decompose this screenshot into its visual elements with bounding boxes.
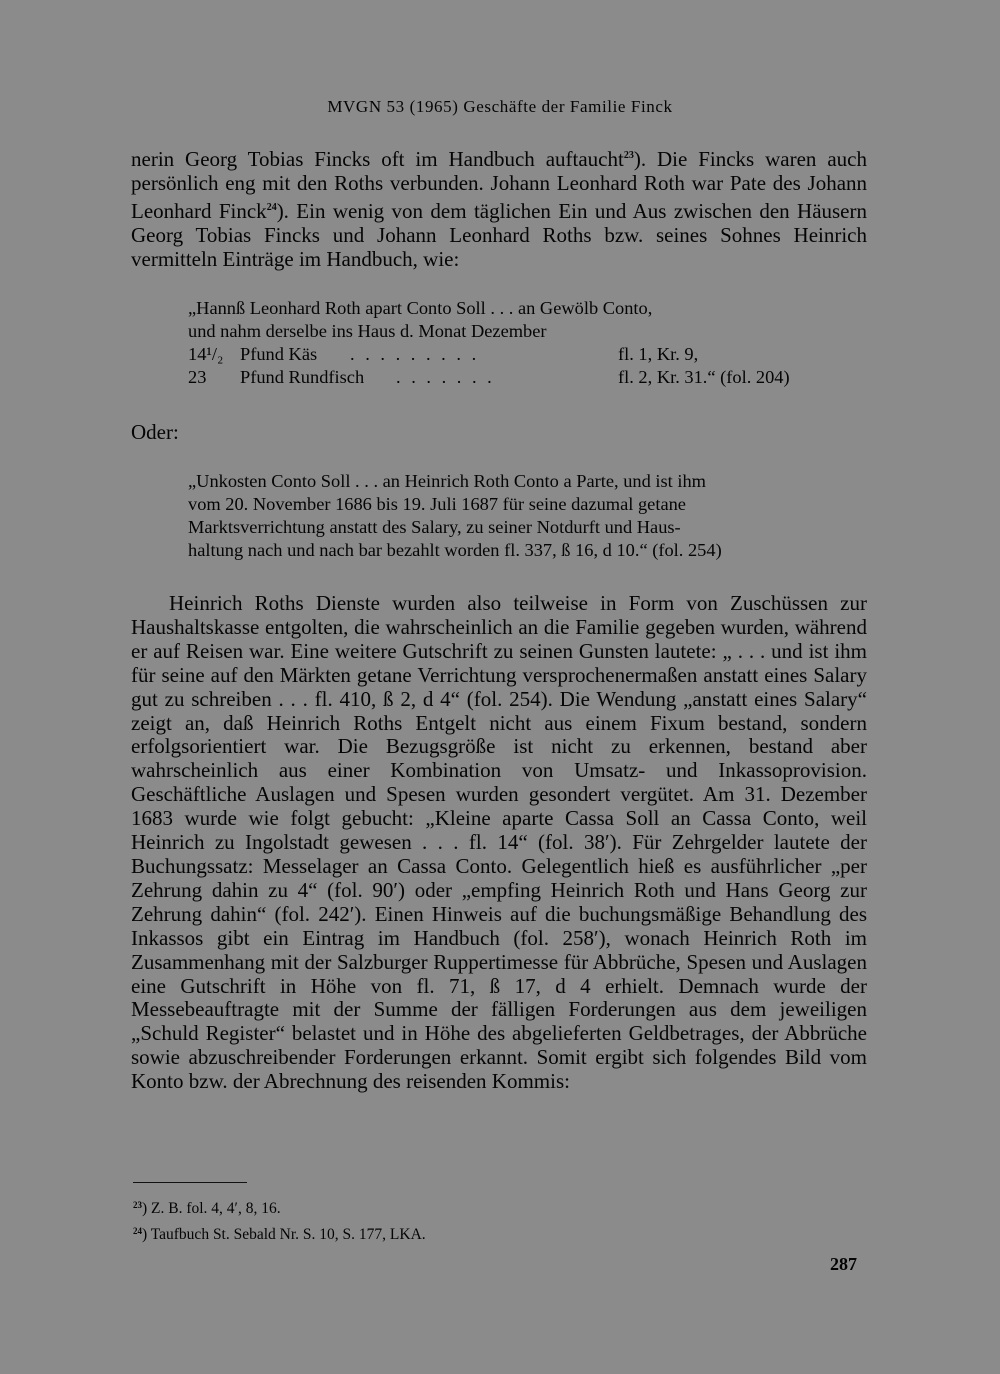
intro-paragraph <box>131 144 867 272</box>
footnote-ref-24: 24 <box>266 201 277 213</box>
footnote-divider <box>133 1182 247 1183</box>
footnotes <box>133 1194 426 1246</box>
text-line: Pate des Johann Leonhard Finck <box>131 170 868 223</box>
quote-line: haltung nach und nach bar bezahlt worden fl. 337, ß 16, d 10.“ (fol. 254) <box>188 540 722 560</box>
ledger-item: Pfund Rundfisch <box>240 367 365 387</box>
text-line: ). Ein wenig von dem täglichen Ein und Aus <box>276 198 667 223</box>
text-line: zwischen den Häusern Georg Tobias Fincks und Johann Leonhard Roths bzw. <box>131 198 868 247</box>
text-line: auch persönlich eng mit den Roths verbunden. Johann Leonhard Roth war <box>131 147 867 195</box>
footnote-text: ) Z. B. fol. 4, 4′, 8, 16. <box>142 1200 281 1217</box>
oder-label: Oder: <box>131 420 179 444</box>
footnote-mark: 23 <box>133 1200 142 1210</box>
ledger-row <box>188 343 864 366</box>
text-line: nerin Georg Tobias Fincks oft im Handbuch auftaucht <box>131 147 624 171</box>
ledger-leader-dots: . . . . . . . <box>396 367 495 387</box>
quote-line: und nahm derselbe ins Haus d. Monat Dezember <box>188 321 547 341</box>
ledger-item: Pfund Käs <box>240 344 318 364</box>
ledger-amount: fl. 2, Kr. 31.“ (fol. 204) <box>618 367 790 387</box>
ledger-leader-dots: . . . . . . . . . <box>350 344 480 364</box>
running-header: MVGN 53 (1965) Geschäfte der Familie Finck <box>327 97 673 116</box>
footnote-23 <box>133 1194 426 1220</box>
text-line: ). Die Fincks waren <box>633 147 817 171</box>
ledger-quantity: 23 <box>188 367 207 387</box>
quote-line: vom 20. November 1686 bis 19. Juli 1687 für seine dazumal getane <box>188 494 686 514</box>
ledger-row <box>188 366 864 389</box>
paragraph-text: Heinrich Roths Dienste wurden also teilweise in Form von Zuschüssen zur Haushaltskasse entgolten, die wahrscheinlich an die Familie gegeben wurden, während er auf Reisen war. Eine weitere Gutschrift zu seinen Gunsten lautete: „ . . . und ist ihm für seine auf den Märkten getane Verrichtung versprochenermaßen anstatt eines Salary gut zu schreiben . . . fl. 410, ß 2, d 4“ (fol. 254). Die Wendung „anstatt eines Salary“ zeigt an, daß Heinrich Roths Entgelt nicht aus einem Fixum bestand, sondern erfolgsorientiert war. Die Bezugsgröße ist nicht zu erkennen, bestand aber wahrscheinlich aus einer Kombination von Umsatz- und Inkassoprovision. Geschäftliche Auslagen und Spesen wurden gesondert vergütet. Am 31. Dezember 1683 wurde wie folgt gebucht: „Kleine aparte Cassa Soll an Cassa Conto, weil Heinrich zu Ingolstadt gewesen . . . fl. 14“ (fol. 38′). Für Zehrgelder lautete der Buchungssatz: Messelager an Cassa Conto. Gelegentlich hieß es ausführlicher „per Zehrung dahin zu 4“ (fol. 90′) oder „empfing Heinrich Roth und Hans Georg zur Zehrung dahin“ (fol. 242′). Einen Hinweis auf die buchungsmäßige Behandlung des Inkassos gibt ein Eintrag im Handbuch (fol. 258′), wonach Heinrich Roth im Zusammenhang mit der Salzburger Ruppertimesse für Abbrüche, Spesen und Auslagen eine Gutschrift in Höhe von fl. 71, ß 17, d 4 erhielt. Demnach wurde der Messebeauftragte mit der Summe der fälligen Forderungen aus dem jeweiligen „Schuld Register“ belastet und in Höhe des abgelieferten Geldbetrages, der Abbrüche sowie abzuschreibender Forderungen erkannt. Somit ergibt sich folgendes Bild vom Konto bzw. der Abrechnung des reisenden Kommis: <box>131 591 867 1094</box>
footnote-text: ) Taufbuch St. Sebald Nr. S. 10, S. 177, LKA. <box>142 1226 426 1243</box>
footnote-ref-23: 23 <box>623 150 634 161</box>
main-paragraph <box>131 592 867 1094</box>
ledger-quote-2 <box>188 470 864 562</box>
footnote-24 <box>133 1220 426 1246</box>
ledger-quote-1 <box>188 297 864 389</box>
ledger-amount: fl. 1, Kr. 9, <box>618 344 699 364</box>
quote-line: „Hannß Leonhard Roth apart Conto Soll . . . an Gewölb Conto, <box>188 298 653 318</box>
quote-line: Marktsverrichtung anstatt des Salary, zu seiner Notdurft und Haus- <box>188 517 681 537</box>
text-line: seines Sohnes Heinrich vermitteln Einträge im Handbuch, wie: <box>131 222 867 271</box>
footnote-mark: 24 <box>133 1226 142 1236</box>
ledger-quantity: 14¹/₂ <box>188 344 224 364</box>
page-number: 287 <box>830 1254 857 1274</box>
quote-line: „Unkosten Conto Soll . . . an Heinrich Roth Conto a Parte, und ist ihm <box>188 471 706 491</box>
